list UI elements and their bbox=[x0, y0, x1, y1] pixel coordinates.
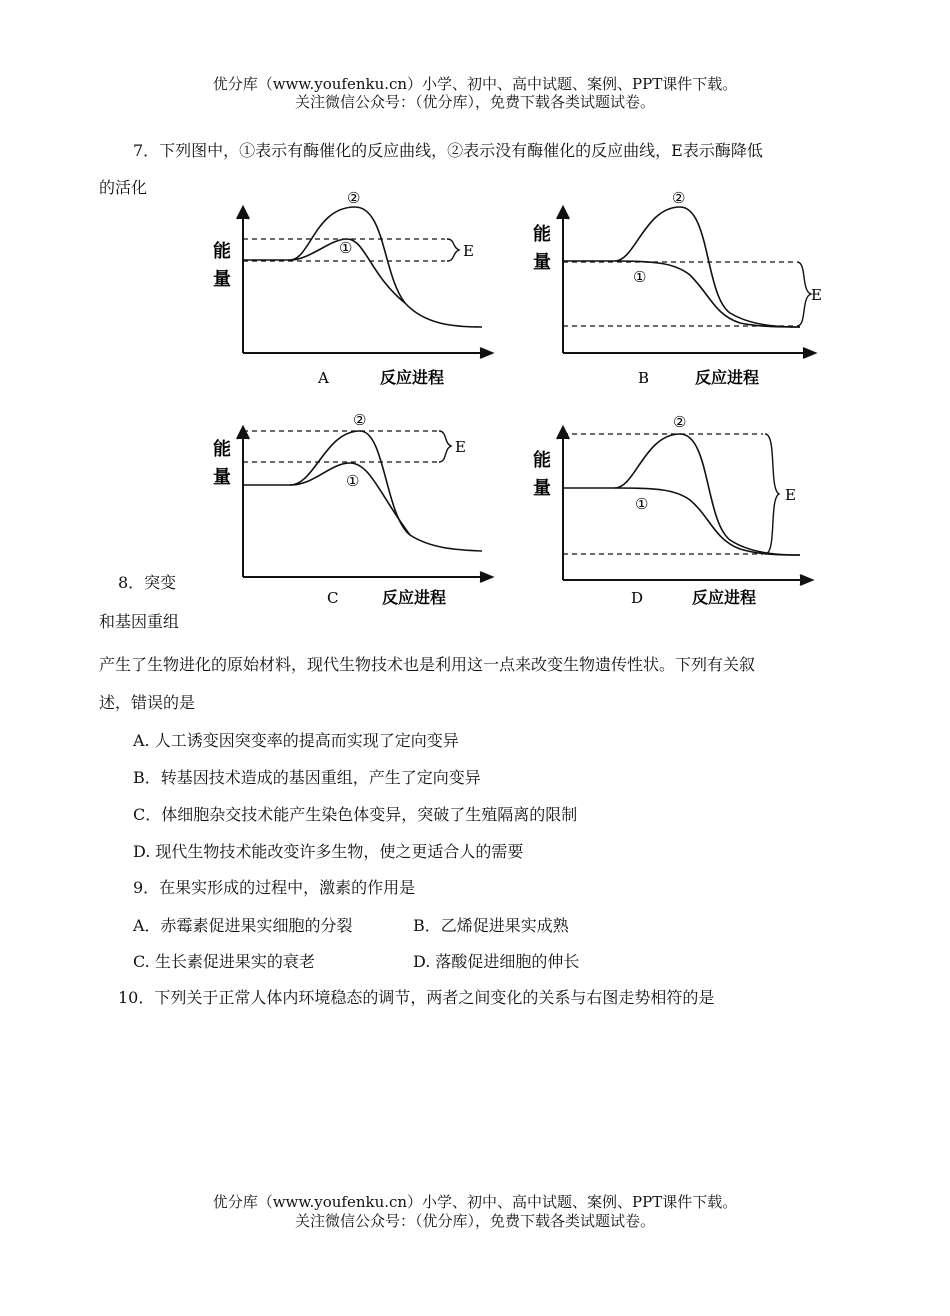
q7-stem-line2: 的活化 bbox=[99, 178, 148, 197]
q10-stem: 10．下列关于正常人体内环境稳态的调节，两者之间变化的关系与右图走势相符的是 bbox=[118, 988, 715, 1007]
q8-option-b: B．转基因技术造成的基因重组，产生了定向变异 bbox=[133, 768, 481, 787]
graph-d-panel-label: D bbox=[631, 589, 644, 607]
q9-option-c: C. 生长素促进果实的衰老 bbox=[133, 952, 315, 971]
energy-graph-b bbox=[525, 185, 825, 390]
q9-option-b: B．乙烯促进果实成熟 bbox=[413, 916, 569, 935]
graph-a-y-label-2: 量 bbox=[213, 269, 231, 290]
q9-option-d: D. 落酸促进细胞的伸长 bbox=[413, 952, 580, 971]
graph-b-y-label-1: 能 bbox=[533, 224, 551, 245]
q8-stem-line1: 8．突变 bbox=[118, 573, 177, 592]
header-line-2: 关注微信公众号：（优分库），免费下载各类试题试卷。 bbox=[294, 93, 655, 111]
q9-option-a: A．赤霉素促进果实细胞的分裂 bbox=[133, 916, 353, 935]
q7-stem-line1: 7．下列图中，①表示有酶催化的反应曲线，②表示没有酶催化的反应曲线，E表示酶降低 bbox=[133, 141, 763, 160]
graph-a-e-label: E bbox=[463, 242, 474, 260]
q8-option-d: D. 现代生物技术能改变许多生物，使之更适合人的需要 bbox=[133, 842, 524, 861]
graph-a-x-label: 反应进程 bbox=[380, 368, 445, 387]
q8-stem-line3: 产生了生物进化的原始材料，现代生物技术也是利用这一点来改变生物遗传性状。下列有关叙 bbox=[99, 655, 756, 674]
graph-b-panel-label: B bbox=[638, 369, 650, 387]
graph-a-panel-label: A bbox=[318, 369, 329, 387]
graph-c-curve-2-label: ② bbox=[353, 411, 367, 429]
graph-b-e-label: E bbox=[811, 286, 822, 304]
graph-c-x-label: 反应进程 bbox=[382, 588, 447, 607]
graph-b-curve-2-label: ② bbox=[672, 189, 686, 207]
graph-d-curve-1-label: ① bbox=[635, 495, 649, 513]
footer-line-2: 关注微信公众号：（优分库），免费下载各类试题试卷。 bbox=[294, 1212, 655, 1230]
graph-a-curve-2-label: ② bbox=[347, 189, 361, 207]
graph-b-curve-1-label: ① bbox=[633, 268, 647, 286]
q9-stem: 9．在果实形成的过程中，激素的作用是 bbox=[133, 878, 416, 897]
graph-c-y-label-1: 能 bbox=[213, 439, 231, 460]
graph-b-x-label: 反应进程 bbox=[695, 368, 760, 387]
graph-a-curve-1-label: ① bbox=[339, 239, 353, 257]
graph-a-y-label-1: 能 bbox=[213, 241, 231, 262]
header-line-1: 优分库（www.youfenku.cn）小学、初中、高中试题、案例、PPT课件下载。 bbox=[212, 75, 738, 93]
energy-graph-a bbox=[205, 185, 495, 390]
graph-c-curve-1-label: ① bbox=[346, 472, 360, 490]
graph-d-curve-2-label: ② bbox=[673, 413, 687, 431]
graph-d-y-label-1: 能 bbox=[533, 450, 551, 471]
energy-graph-c bbox=[205, 405, 495, 610]
footer-line-1: 优分库（www.youfenku.cn）小学、初中、高中试题、案例、PPT课件下载。 bbox=[212, 1193, 738, 1211]
q8-stem-line2: 和基因重组 bbox=[99, 612, 180, 631]
graph-d-x-label: 反应进程 bbox=[692, 588, 757, 607]
graph-c-panel-label: C bbox=[327, 589, 339, 607]
energy-graph-d bbox=[525, 405, 825, 610]
q8-option-c: C．体细胞杂交技术能产生染色体变异，突破了生殖隔离的限制 bbox=[133, 805, 578, 824]
graph-c-e-label: E bbox=[455, 438, 466, 456]
q8-option-a: A. 人工诱变因突变率的提高而实现了定向变异 bbox=[133, 731, 459, 750]
graph-b-y-label-2: 量 bbox=[533, 252, 551, 273]
graph-c-y-label-2: 量 bbox=[213, 467, 231, 488]
graph-d-y-label-2: 量 bbox=[533, 478, 551, 499]
q8-stem-line4: 述，错误的是 bbox=[99, 693, 196, 712]
graph-d-e-label: E bbox=[785, 486, 796, 504]
